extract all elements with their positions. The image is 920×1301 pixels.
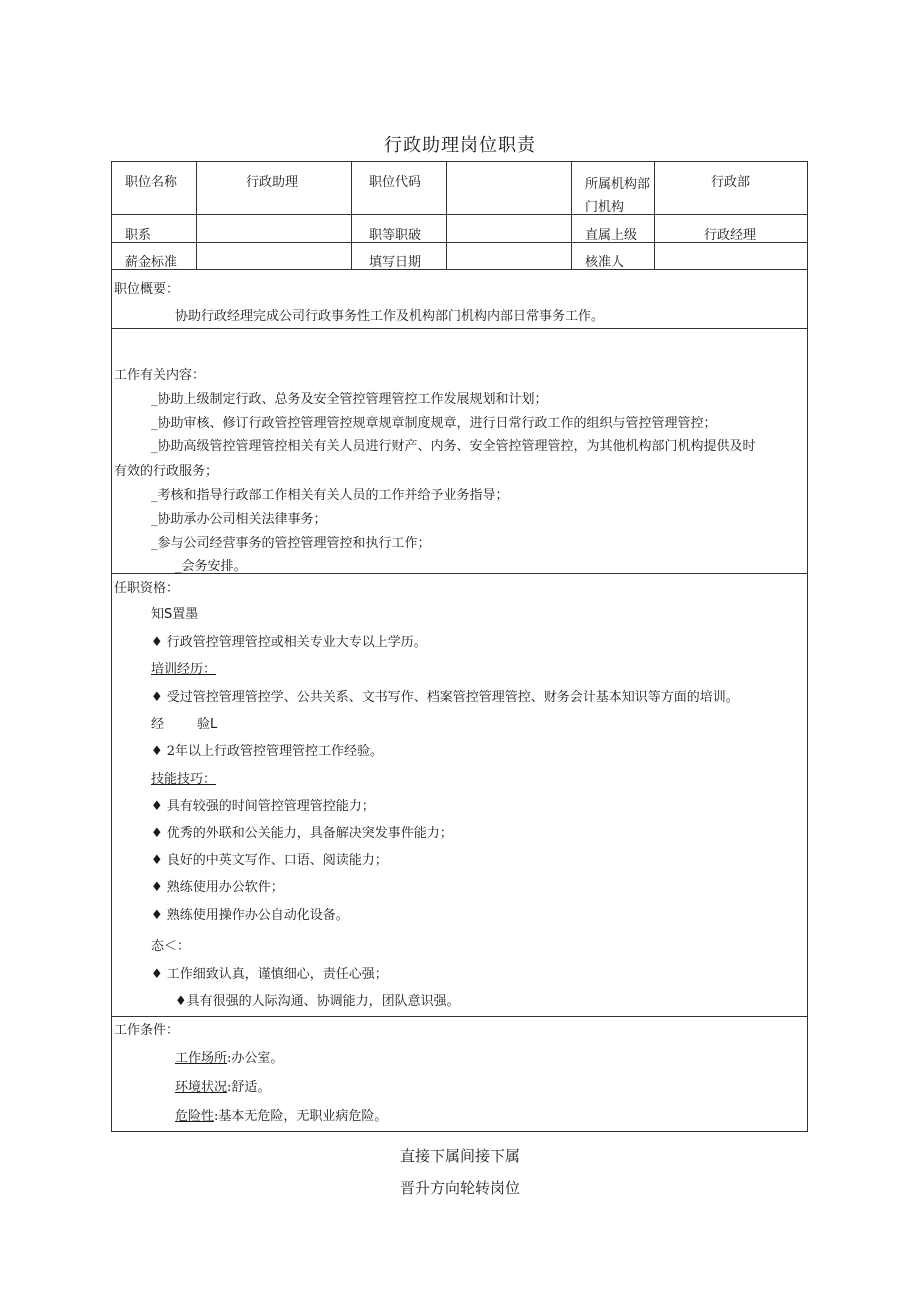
duty-item: _协助上级制定行政、总务及安全管控管理管控工作发展规划和计划； <box>151 392 548 407</box>
skills-heading: 技能技巧： <box>151 772 217 787</box>
series-label: 职系 <box>125 228 152 243</box>
skill-item: ♦ 熟练使用办公软件； <box>151 880 284 895</box>
skill-item: ♦ 优秀的外联和公关能力，具备解决突发事件能力； <box>151 826 453 841</box>
condition-place-key: 工作场所 <box>175 1051 228 1066</box>
salary-label: 薪金标准 <box>125 255 178 270</box>
grade-label: 职等职破 <box>369 228 422 243</box>
experience-item: ♦ 2年以上行政管控管理管控工作经验。 <box>151 744 384 759</box>
conditions-label: 工作条件： <box>114 1023 180 1038</box>
department-label-line1: 所属机构部 <box>585 177 651 192</box>
training-item: ♦ 受过管控管理管控学、公共关系、文书写作、档案管控管理管控、财务会计基本知识等方面的培训。 <box>151 690 739 705</box>
condition-risk-key: 危险性 <box>175 1109 215 1124</box>
col-divider <box>351 162 352 270</box>
subordinates-line: 直接下属间接下属 <box>399 1147 520 1165</box>
condition-env-key: 环境状况 <box>175 1080 228 1095</box>
page-title: 行政助理岗位职责 <box>384 135 536 156</box>
position-name-value: 行政助理 <box>246 175 299 190</box>
condition-place-value: :办公室。 <box>227 1051 284 1066</box>
job-description-table <box>111 161 808 1132</box>
col-divider <box>654 162 655 270</box>
experience-heading-b: 验L <box>197 717 218 732</box>
fill-date-label: 填写日期 <box>369 255 422 270</box>
duty-item: _参与公司经营事务的管控管理管控和执行工作； <box>151 536 431 551</box>
skill-item: ♦ 良好的中英文写作、口语、阅读能力； <box>151 853 388 868</box>
skill-item: ♦ 具有较强的时间管控管理管控能力； <box>151 799 375 814</box>
attitude-item: ♦ 工作细致认真，谨慎细心，责任心强； <box>151 967 388 982</box>
superior-label: 直属上级 <box>585 228 638 243</box>
row-divider <box>112 269 807 270</box>
knowledge-item: ♦ 行政管控管理管控或相关专业大专以上学历。 <box>151 635 427 650</box>
duty-item: _会务安排。 <box>175 559 247 574</box>
training-heading: 培训经历： <box>151 662 217 677</box>
overview-text: 协助行政经理完成公司行政事务性工作及机构部门机构内部日常事务工作。 <box>175 309 605 324</box>
approver-label: 核准人 <box>585 255 625 270</box>
department-label-line2: 门机构 <box>585 200 625 215</box>
duty-item: _协助高级管控管理管控相关有关人员进行财产、内务、安全管控管理管控，为其他机构部门机构提供及时 <box>151 439 756 454</box>
section-divider <box>112 328 807 329</box>
col-divider <box>196 162 197 270</box>
attitude-item: ♦具有很强的人际沟通、协调能力，团队意识强。 <box>175 994 460 1009</box>
condition-place <box>175 1047 283 1066</box>
col-divider <box>571 162 572 270</box>
duty-item: _考核和指导行政部工作相关有关人员的工作并给予业务指导； <box>151 488 509 503</box>
promotion-line: 晋升方向轮转岗位 <box>399 1179 520 1197</box>
qualifications-label: 任职资格： <box>114 581 180 596</box>
attitude-heading: 态＜： <box>151 939 191 954</box>
experience-heading-a: 经 <box>151 717 165 732</box>
overview-label: 职位概要： <box>114 282 180 297</box>
condition-risk-value: :基本无危险，无职业病危险。 <box>214 1109 388 1124</box>
knowledge-heading: 知S置墨 <box>151 607 199 622</box>
duty-item: _协助承办公司相关法律事务； <box>151 512 327 527</box>
duties-label: 工作有关内容： <box>114 368 206 383</box>
superior-value: 行政经理 <box>704 228 757 243</box>
section-divider <box>112 1016 807 1017</box>
condition-env-value: :舒适。 <box>227 1080 271 1095</box>
position-name-label: 职位名称 <box>125 175 178 190</box>
department-value: 行政部 <box>711 175 751 190</box>
condition-risk <box>175 1105 387 1124</box>
duty-item: _协助审核、修订行政管控管理管控规章规章制度规章，进行日常行政工作的组织与管控管理管控； <box>151 416 717 431</box>
condition-environment <box>175 1076 270 1095</box>
col-divider <box>446 162 447 270</box>
skill-item: ♦ 熟练使用操作办公自动化设备。 <box>151 908 349 923</box>
position-code-label: 职位代码 <box>369 175 422 190</box>
row-divider <box>112 214 807 215</box>
row-divider <box>112 242 807 243</box>
duty-item-continued: 有效的行政服务； <box>114 464 219 479</box>
